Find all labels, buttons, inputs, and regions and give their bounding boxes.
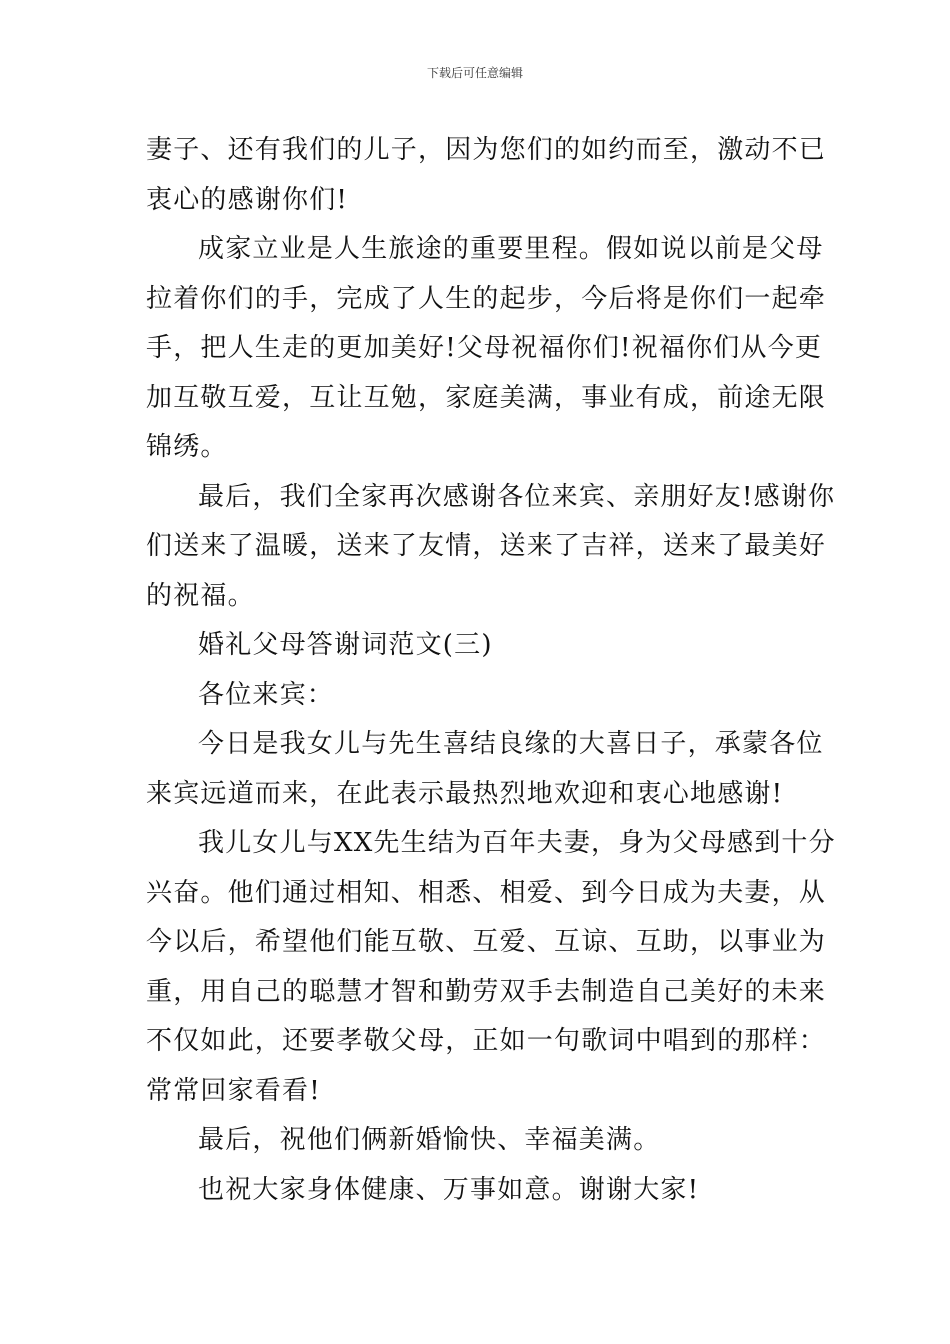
text-line: 常常回家看看! [146,1075,321,1106]
text-line: 今以后，希望他们能互敬、互爱、互谅、互助，以事业为 [146,927,827,957]
text-line: 加互敬互爱，互让互勉，家庭美满，事业有成，前途无限 [146,382,827,413]
paragraph-start-line: 我儿女儿与XX先生结为百年夫妻，身为父母感到十分 [198,828,836,858]
paragraph-start-line: 今日是我女儿与先生喜结良缘的大喜日子，承蒙各位 [198,729,824,759]
section-title: 婚礼父母答谢词范文(三) [198,630,493,660]
text-line: 兴奋。他们通过相知、相悉、相爱、到今日成为夫妻，从 [146,877,827,908]
text-line: 衷心的感谢你们! [146,184,349,215]
paragraph-start-line: 最后，我们全家再次感谢各位来宾、亲朋好友!感谢你 [198,481,836,512]
text-line: 来宾远道而来，在此表示最热烈地欢迎和衷心地感谢! [146,778,784,809]
document-body [146,126,836,1215]
text-line: 不仅如此，还要孝敬父母，正如一句歌词中唱到的那样： [146,1026,827,1056]
text-line: 们送来了温暖，送来了友情，送来了吉祥，送来了最美好 [146,531,827,561]
text-line: 手，把人生走的更加美好!父母祝福你们!祝福你们从今更 [146,333,823,363]
text-line: 锦绣。 [146,432,228,462]
page-header: 下载后可任意编辑 [426,66,523,80]
salutation: 各位来宾： [198,679,335,710]
text-line: 的祝福。 [146,580,255,611]
paragraph-start-line: 成家立业是人生旅途的重要里程。假如说以前是父母 [198,234,824,264]
paragraph-start-line: 也祝大家身体健康、万事如意。谢谢大家! [198,1174,700,1205]
text-line: 拉着你们的手，完成了人生的起步，今后将是你们一起牵 [146,283,827,314]
text-line: 重，用自己的聪慧才智和勤劳双手去制造自己美好的未来 [146,976,827,1007]
paragraph-start-line: 最后，祝他们俩新婚愉快、幸福美满。 [198,1125,661,1155]
text-line: 妻子、还有我们的儿子，因为您们的如约而至，激动不已 [146,135,827,165]
